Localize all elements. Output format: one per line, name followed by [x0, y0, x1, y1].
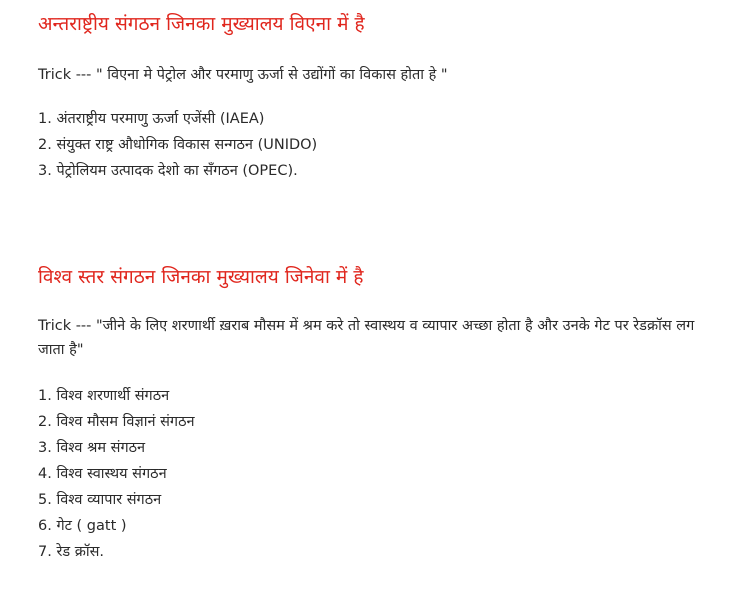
list-item: 2. विश्व मौसम विज्ञानं संगठन — [38, 414, 195, 430]
list-item: 1. विश्व शरणार्थी संगठन — [38, 388, 170, 404]
list-item: 7. रेड क्रॉस. — [38, 544, 105, 560]
list-item: 5. विश्व व्यापार संगठन — [38, 492, 162, 508]
list-item: 3. विश्व श्रम संगठन — [38, 440, 146, 456]
trick-text: Trick --- " विएना मे पेट्रोल और परमाणु ऊर्जा से उद्योंगों का विकास होता हे " — [38, 67, 448, 83]
trick-text: Trick --- "जीने के लिए शरणार्थी ख़राब मौसम में श्रम करे तो स्वास्थय व व्यापार अच्छा होता है और उनके गेट पर रेडक्रॉस लग जाता है" — [38, 318, 695, 358]
section-heading: विश्व स्तर संगठन जिनका मुख्यालय जिनेवा में है — [38, 266, 364, 288]
section-heading: अन्तराष्ट्रीय संगठन जिनका मुख्यालय विएना में है — [38, 13, 365, 35]
list-item: 4. विश्व स्वास्थय संगठन — [38, 466, 167, 482]
list-item: 1. अंतराष्ट्रीय परमाणु ऊर्जा एजेंसी (IAEA) — [38, 111, 265, 127]
list-item: 2. संयुक्त राष्ट्र औधोगिक विकास सन्गठन (UNIDO) — [38, 137, 318, 153]
list-item: 3. पेट्रोलियम उत्पादक देशो का सँगठन (OPEC). — [38, 163, 298, 179]
list-item: 6. गेट ( gatt ) — [38, 518, 127, 534]
